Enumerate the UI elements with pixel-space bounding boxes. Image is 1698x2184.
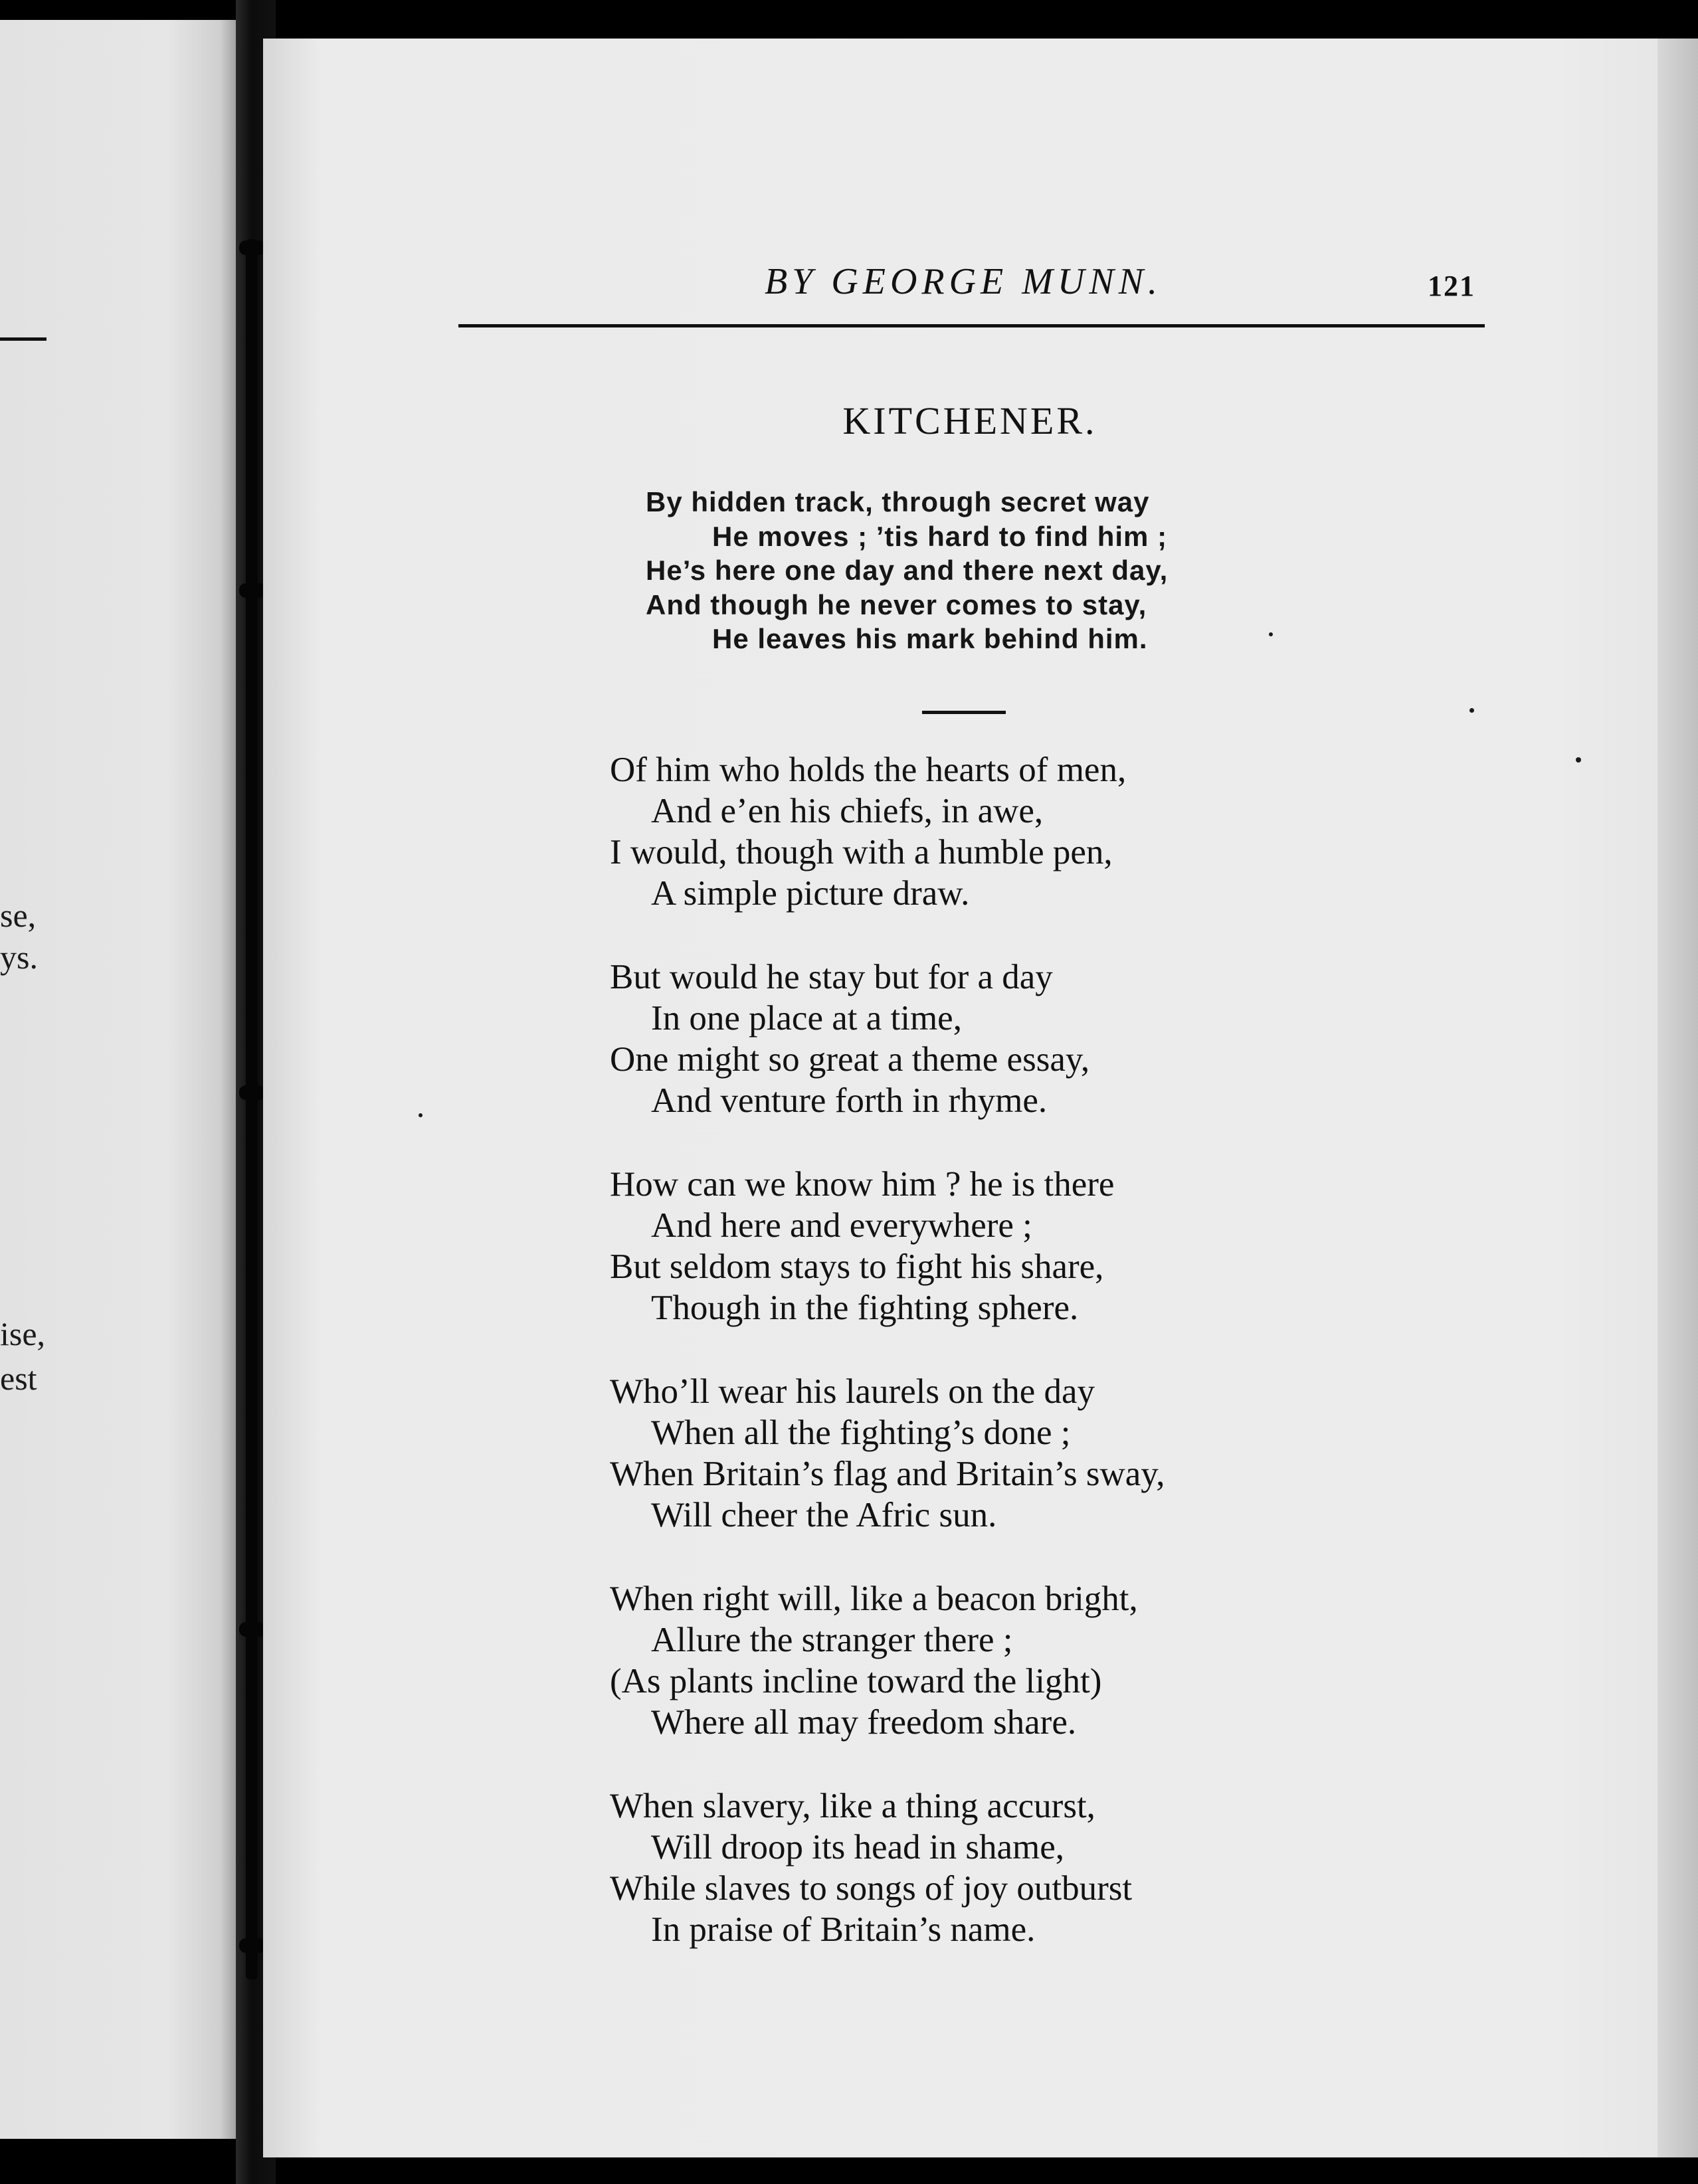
poem-line: A simple picture draw. — [651, 874, 970, 913]
scan-speck — [419, 1113, 423, 1117]
left-fragment: ys. — [0, 939, 38, 976]
epigraph-line: By hidden track, through secret way — [646, 486, 1150, 517]
poem-line: And e’en his chiefs, in awe, — [651, 792, 1044, 830]
poem-line: Who’ll wear his laurels on the day — [610, 1372, 1095, 1411]
left-page-rule — [0, 337, 47, 341]
poem-line: And here and everywhere ; — [651, 1206, 1032, 1245]
poem-line: Where all may freedom share. — [651, 1703, 1077, 1742]
section-divider — [922, 711, 1006, 714]
stanza — [610, 1785, 1606, 1950]
left-fragment: est — [0, 1360, 37, 1397]
poem-line: Of him who holds the hearts of men, — [610, 751, 1127, 789]
poem-line: Though in the fighting sphere. — [651, 1289, 1079, 1327]
scan-speck — [1576, 757, 1581, 763]
poem-line: And venture forth in rhyme. — [651, 1081, 1048, 1120]
poem-title: KITCHENER. — [842, 399, 1097, 442]
binding-stitch — [239, 1938, 266, 1953]
header-rule — [458, 324, 1485, 327]
stanza — [610, 1578, 1606, 1743]
epigraph-line: He leaves his mark behind him. — [712, 623, 1148, 654]
poem-line: But would he stay but for a day — [610, 958, 1053, 996]
page-edge — [1657, 39, 1698, 2157]
scan-speck — [1269, 632, 1273, 636]
poem-line: When right will, like a beacon bright, — [610, 1580, 1138, 1618]
poem-line: (As plants incline toward the light) — [610, 1662, 1102, 1700]
binding-stitch — [239, 583, 266, 598]
poem-line: Will cheer the Afric sun. — [651, 1496, 997, 1534]
stanza — [610, 956, 1606, 1121]
poem-line: In one place at a time, — [651, 999, 962, 1038]
left-facing-page — [0, 20, 239, 2139]
poem-line: How can we know him ? he is there — [610, 1165, 1115, 1204]
page-number: 121 — [1428, 270, 1475, 302]
running-head: BY GEORGE MUNN. — [764, 261, 1163, 302]
stanza — [610, 749, 1606, 914]
poem-line: Allure the stranger there ; — [651, 1621, 1013, 1659]
left-fragment: ise, — [0, 1315, 46, 1352]
binding-stitch — [239, 1622, 266, 1637]
poem-line: While slaves to songs of joy outburst — [610, 1869, 1133, 1908]
poem-body — [610, 749, 1606, 1993]
poem-line: When slavery, like a thing accurst, — [610, 1787, 1095, 1825]
epigraph — [646, 485, 1310, 656]
poem-line: When all the fighting’s done ; — [651, 1413, 1071, 1452]
stanza — [610, 1371, 1606, 1536]
binding-stitch — [239, 1085, 266, 1100]
poem-line: But seldom stays to fight his share, — [610, 1247, 1104, 1286]
scan-speck — [1469, 708, 1474, 713]
poem-line: I would, though with a humble pen, — [610, 833, 1113, 871]
poem-line: In praise of Britain’s name. — [651, 1910, 1036, 1949]
poem-line: Will droop its head in shame, — [651, 1828, 1064, 1866]
epigraph-line: He’s here one day and there next day, — [646, 555, 1169, 586]
binding-stitch — [239, 240, 266, 255]
poem-line: When Britain’s flag and Britain’s sway, — [610, 1455, 1165, 1493]
poem-line: One might so great a theme essay, — [610, 1040, 1090, 1079]
left-fragment: se, — [0, 897, 37, 934]
epigraph-line: And though he never comes to stay, — [646, 589, 1147, 620]
binding-thread — [246, 239, 258, 1979]
epigraph-line: He moves ; ’tis hard to find him ; — [712, 520, 1168, 552]
stanza — [610, 1164, 1606, 1328]
